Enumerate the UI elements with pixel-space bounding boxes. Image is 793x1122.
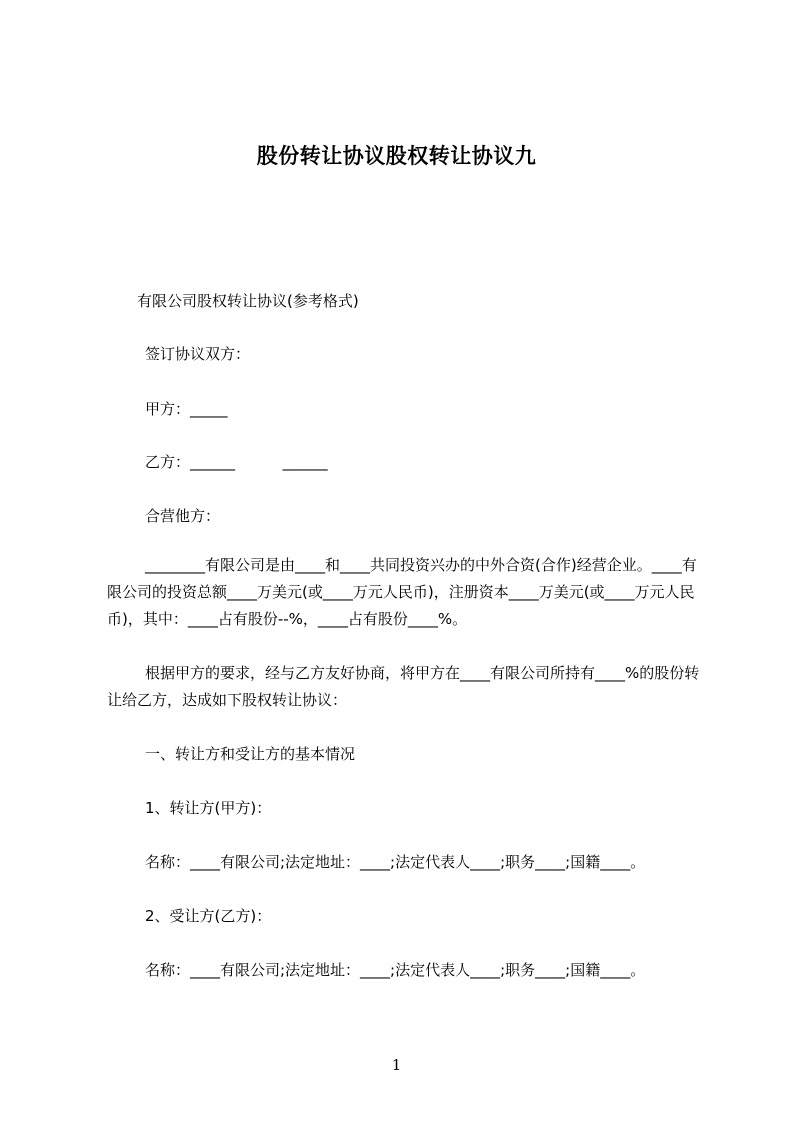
transferor-details: 名称：____有限公司;法定地址：____;法定代表人____;职务____;国籍____。 xyxy=(145,853,646,871)
party-b-line: 乙方：______ ______ xyxy=(145,453,328,471)
other-party-line: 合营他方： xyxy=(145,507,221,525)
section-heading-basic-info: 一、转让方和受让方的基本情况 xyxy=(145,745,356,763)
document-title: 股份转让协议股权转让协议九 xyxy=(256,144,537,168)
transferee-details: 名称：____有限公司;法定地址：____;法定代表人____;职务____;国籍____。 xyxy=(145,961,646,979)
page-number: 1 xyxy=(391,1056,402,1074)
paragraph-company-info-text: ________有限公司是由____和____共同投资兴办的中外合资(合作)经营企业。____有限公司的投资总额____万美元(或____万元人民币)，注册资本____万美元(或____万元人民币)，其中：____占有股份--%，____占有股份____%。 xyxy=(107,556,697,628)
transferor-heading: 1、转让方(甲方)： xyxy=(145,799,272,817)
paragraph-company-info xyxy=(107,552,703,633)
parties-heading: 签订协议双方： xyxy=(145,345,251,363)
agreement-subtitle: 有限公司股权转让协议(参考格式) xyxy=(137,292,359,310)
paragraph-transfer-intent xyxy=(107,660,703,714)
party-a-line: 甲方：_____ xyxy=(145,400,228,418)
paragraph-transfer-intent-text: 根据甲方的要求，经与乙方友好协商，将甲方在____有限公司所持有____%的股份转让给乙方，达成如下股权转让协议： xyxy=(107,664,700,709)
transferee-heading: 2、受让方(乙方)： xyxy=(145,907,272,925)
